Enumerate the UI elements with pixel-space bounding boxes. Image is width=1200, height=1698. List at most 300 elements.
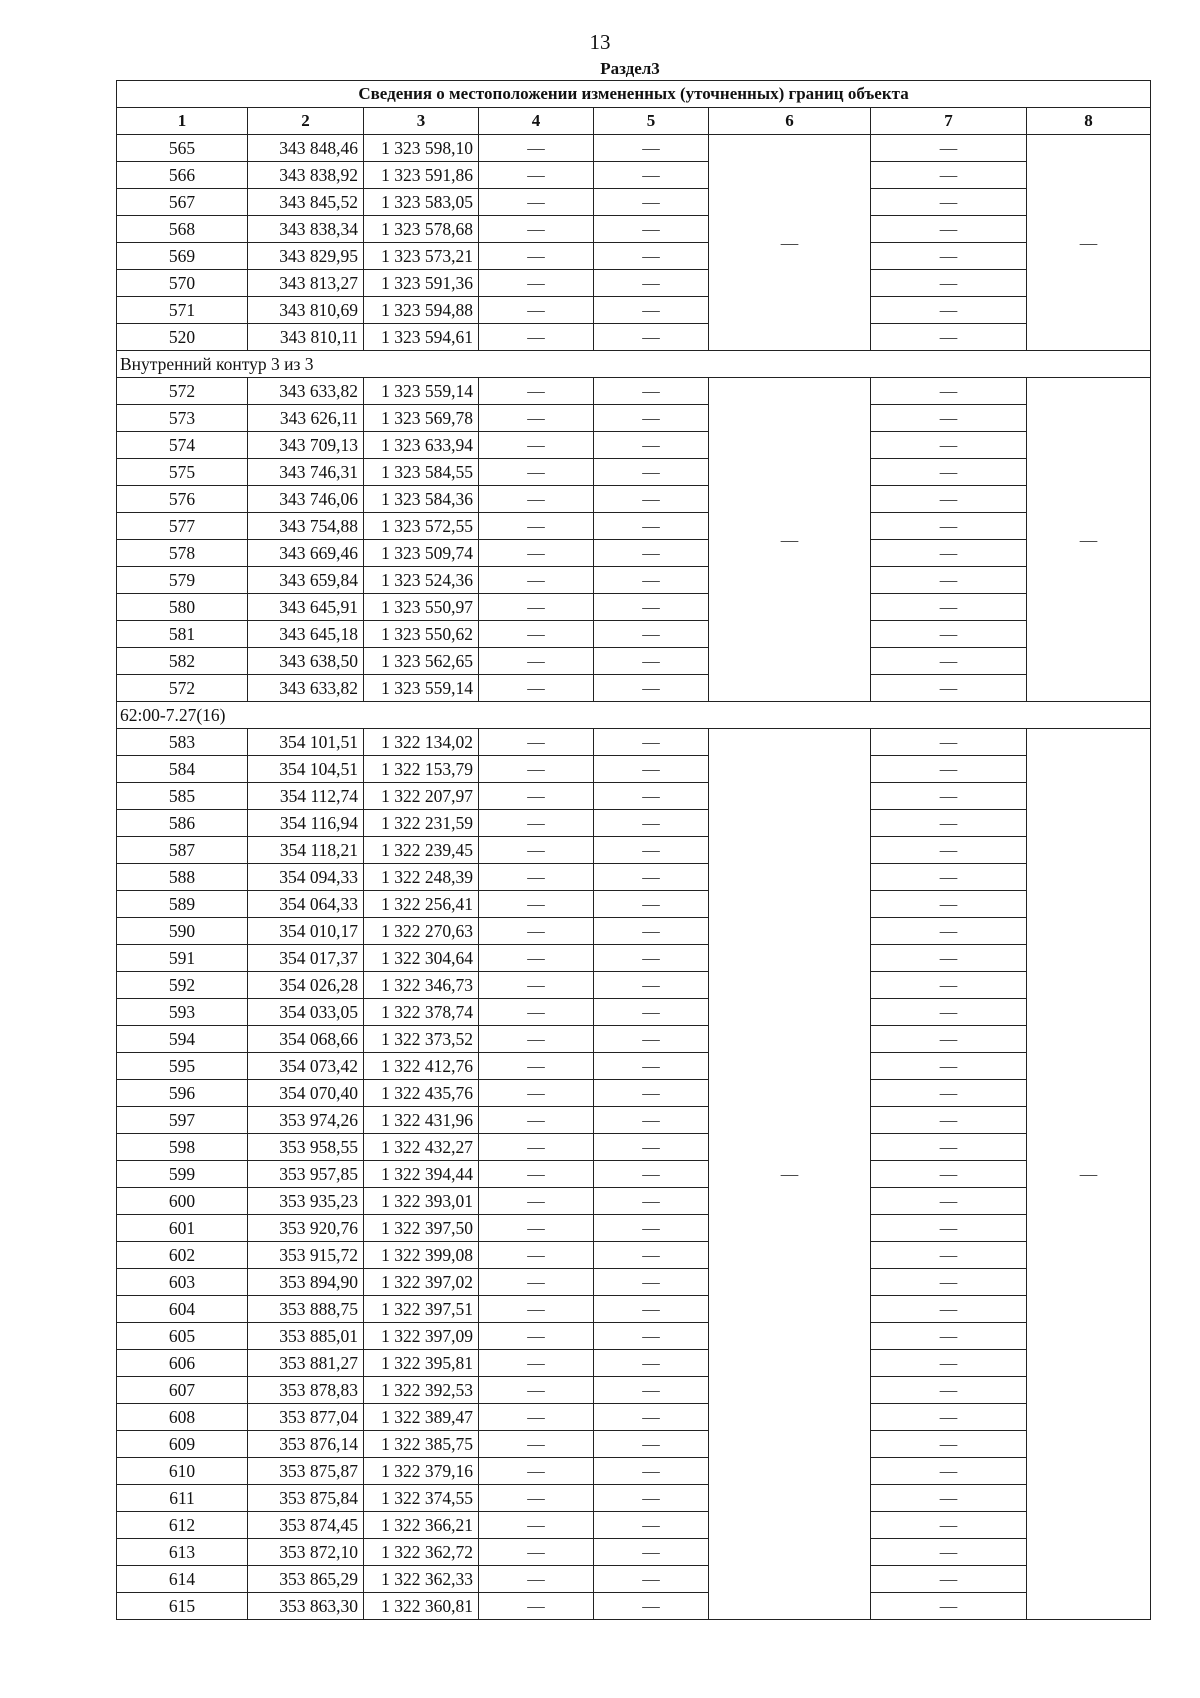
table-caption: Сведения о местоположении измененных (уточненных) границ объекта	[117, 81, 1151, 108]
table-row	[117, 1350, 1151, 1377]
y-coordinate-cell: 1 323 594,88	[364, 297, 479, 324]
point-number-cell: 596	[117, 1080, 248, 1107]
col7-dash-cell: —	[871, 1269, 1027, 1296]
col5-dash-cell: —	[594, 756, 709, 783]
col4-dash-cell: —	[479, 1215, 594, 1242]
x-coordinate-cell: 354 118,21	[248, 837, 364, 864]
column-header: 4	[479, 108, 594, 135]
point-number-cell: 605	[117, 1323, 248, 1350]
col5-dash-cell: —	[594, 189, 709, 216]
col5-dash-cell: —	[594, 621, 709, 648]
table-row	[117, 1242, 1151, 1269]
table-row	[117, 1512, 1151, 1539]
point-number-cell: 566	[117, 162, 248, 189]
col5-dash-cell: —	[594, 378, 709, 405]
x-coordinate-cell: 353 876,14	[248, 1431, 364, 1458]
point-number-cell: 583	[117, 729, 248, 756]
col7-dash-cell: —	[871, 1215, 1027, 1242]
col8-merged-dash-cell: —	[1027, 378, 1151, 702]
point-number-cell: 602	[117, 1242, 248, 1269]
col4-dash-cell: —	[479, 1323, 594, 1350]
col4-dash-cell: —	[479, 783, 594, 810]
y-coordinate-cell: 1 323 550,62	[364, 621, 479, 648]
x-coordinate-cell: 353 958,55	[248, 1134, 364, 1161]
col5-dash-cell: —	[594, 297, 709, 324]
col5-dash-cell: —	[594, 540, 709, 567]
col4-dash-cell: —	[479, 405, 594, 432]
y-coordinate-cell: 1 322 207,97	[364, 783, 479, 810]
y-coordinate-cell: 1 322 393,01	[364, 1188, 479, 1215]
table-row	[117, 675, 1151, 702]
x-coordinate-cell: 343 633,82	[248, 378, 364, 405]
col7-dash-cell: —	[871, 540, 1027, 567]
col8-merged-dash-cell: —	[1027, 135, 1151, 351]
x-coordinate-cell: 354 112,74	[248, 783, 364, 810]
col4-dash-cell: —	[479, 918, 594, 945]
x-coordinate-cell: 343 838,92	[248, 162, 364, 189]
table-row	[117, 1215, 1151, 1242]
point-number-cell: 601	[117, 1215, 248, 1242]
point-number-cell: 591	[117, 945, 248, 972]
x-coordinate-cell: 354 104,51	[248, 756, 364, 783]
table-row	[117, 567, 1151, 594]
col7-dash-cell: —	[871, 1323, 1027, 1350]
y-coordinate-cell: 1 323 550,97	[364, 594, 479, 621]
col7-dash-cell: —	[871, 1377, 1027, 1404]
col4-dash-cell: —	[479, 513, 594, 540]
table-row	[117, 1404, 1151, 1431]
x-coordinate-cell: 343 746,31	[248, 459, 364, 486]
x-coordinate-cell: 343 709,13	[248, 432, 364, 459]
col7-dash-cell: —	[871, 891, 1027, 918]
col5-dash-cell: —	[594, 1458, 709, 1485]
col7-dash-cell: —	[871, 675, 1027, 702]
x-coordinate-cell: 353 875,84	[248, 1485, 364, 1512]
col5-dash-cell: —	[594, 1404, 709, 1431]
y-coordinate-cell: 1 322 394,44	[364, 1161, 479, 1188]
x-coordinate-cell: 353 894,90	[248, 1269, 364, 1296]
col4-dash-cell: —	[479, 756, 594, 783]
col5-dash-cell: —	[594, 864, 709, 891]
x-coordinate-cell: 353 872,10	[248, 1539, 364, 1566]
table-row	[117, 837, 1151, 864]
point-number-cell: 597	[117, 1107, 248, 1134]
col7-dash-cell: —	[871, 648, 1027, 675]
col5-dash-cell: —	[594, 486, 709, 513]
table-row	[117, 1053, 1151, 1080]
y-coordinate-cell: 1 322 395,81	[364, 1350, 479, 1377]
col5-dash-cell: —	[594, 1593, 709, 1620]
y-coordinate-cell: 1 323 633,94	[364, 432, 479, 459]
col4-dash-cell: —	[479, 1080, 594, 1107]
col7-dash-cell: —	[871, 486, 1027, 513]
table-row	[117, 243, 1151, 270]
y-coordinate-cell: 1 322 270,63	[364, 918, 479, 945]
col7-dash-cell: —	[871, 729, 1027, 756]
col4-dash-cell: —	[479, 810, 594, 837]
col5-dash-cell: —	[594, 1566, 709, 1593]
x-coordinate-cell: 343 838,34	[248, 216, 364, 243]
point-number-cell: 593	[117, 999, 248, 1026]
table-row	[117, 297, 1151, 324]
x-coordinate-cell: 353 935,23	[248, 1188, 364, 1215]
y-coordinate-cell: 1 323 591,36	[364, 270, 479, 297]
table-row	[117, 756, 1151, 783]
x-coordinate-cell: 353 875,87	[248, 1458, 364, 1485]
table-row	[117, 216, 1151, 243]
col5-dash-cell: —	[594, 918, 709, 945]
x-coordinate-cell: 354 101,51	[248, 729, 364, 756]
point-number-cell: 592	[117, 972, 248, 999]
x-coordinate-cell: 353 863,30	[248, 1593, 364, 1620]
col5-dash-cell: —	[594, 648, 709, 675]
col5-dash-cell: —	[594, 513, 709, 540]
col7-dash-cell: —	[871, 1080, 1027, 1107]
col5-dash-cell: —	[594, 1215, 709, 1242]
table-row	[117, 270, 1151, 297]
col7-dash-cell: —	[871, 1512, 1027, 1539]
col5-dash-cell: —	[594, 162, 709, 189]
col4-dash-cell: —	[479, 216, 594, 243]
col5-dash-cell: —	[594, 243, 709, 270]
y-coordinate-cell: 1 322 360,81	[364, 1593, 479, 1620]
col7-dash-cell: —	[871, 1107, 1027, 1134]
col7-dash-cell: —	[871, 1026, 1027, 1053]
y-coordinate-cell: 1 323 559,14	[364, 378, 479, 405]
table-row	[117, 1080, 1151, 1107]
y-coordinate-cell: 1 322 362,33	[364, 1566, 479, 1593]
col5-dash-cell: —	[594, 405, 709, 432]
y-coordinate-cell: 1 322 346,73	[364, 972, 479, 999]
x-coordinate-cell: 343 638,50	[248, 648, 364, 675]
x-coordinate-cell: 354 070,40	[248, 1080, 364, 1107]
col7-dash-cell: —	[871, 216, 1027, 243]
col7-dash-cell: —	[871, 756, 1027, 783]
y-coordinate-cell: 1 323 578,68	[364, 216, 479, 243]
col7-dash-cell: —	[871, 243, 1027, 270]
table-row	[117, 810, 1151, 837]
col7-dash-cell: —	[871, 1485, 1027, 1512]
point-number-cell: 580	[117, 594, 248, 621]
table-row	[117, 1107, 1151, 1134]
col7-dash-cell: —	[871, 810, 1027, 837]
col7-dash-cell: —	[871, 621, 1027, 648]
y-coordinate-cell: 1 323 573,21	[364, 243, 479, 270]
point-number-cell: 573	[117, 405, 248, 432]
col4-dash-cell: —	[479, 1296, 594, 1323]
point-number-cell: 595	[117, 1053, 248, 1080]
table-row	[117, 1458, 1151, 1485]
y-coordinate-cell: 1 322 373,52	[364, 1026, 479, 1053]
col7-dash-cell: —	[871, 459, 1027, 486]
y-coordinate-cell: 1 322 304,64	[364, 945, 479, 972]
x-coordinate-cell: 343 669,46	[248, 540, 364, 567]
col4-dash-cell: —	[479, 1053, 594, 1080]
y-coordinate-cell: 1 323 594,61	[364, 324, 479, 351]
point-number-cell: 575	[117, 459, 248, 486]
y-coordinate-cell: 1 322 379,16	[364, 1458, 479, 1485]
col5-dash-cell: —	[594, 1053, 709, 1080]
y-coordinate-cell: 1 322 397,51	[364, 1296, 479, 1323]
col5-dash-cell: —	[594, 594, 709, 621]
y-coordinate-cell: 1 322 256,41	[364, 891, 479, 918]
col4-dash-cell: —	[479, 729, 594, 756]
col7-dash-cell: —	[871, 999, 1027, 1026]
table-row	[117, 1188, 1151, 1215]
y-coordinate-cell: 1 322 362,72	[364, 1539, 479, 1566]
y-coordinate-cell: 1 322 389,47	[364, 1404, 479, 1431]
point-number-cell: 610	[117, 1458, 248, 1485]
point-number-cell: 572	[117, 378, 248, 405]
table-row	[117, 621, 1151, 648]
x-coordinate-cell: 353 874,45	[248, 1512, 364, 1539]
col5-dash-cell: —	[594, 270, 709, 297]
x-coordinate-cell: 353 888,75	[248, 1296, 364, 1323]
point-number-cell: 577	[117, 513, 248, 540]
col7-dash-cell: —	[871, 1242, 1027, 1269]
col5-dash-cell: —	[594, 1431, 709, 1458]
point-number-cell: 584	[117, 756, 248, 783]
col5-dash-cell: —	[594, 1080, 709, 1107]
contour-heading: 62:00-7.27(16)	[117, 702, 1151, 729]
col7-dash-cell: —	[871, 1566, 1027, 1593]
col7-dash-cell: —	[871, 270, 1027, 297]
col7-dash-cell: —	[871, 1431, 1027, 1458]
col4-dash-cell: —	[479, 1458, 594, 1485]
col5-dash-cell: —	[594, 1134, 709, 1161]
x-coordinate-cell: 354 033,05	[248, 999, 364, 1026]
x-coordinate-cell: 353 885,01	[248, 1323, 364, 1350]
col4-dash-cell: —	[479, 1350, 594, 1377]
x-coordinate-cell: 343 810,69	[248, 297, 364, 324]
table-row	[117, 1431, 1151, 1458]
col7-dash-cell: —	[871, 972, 1027, 999]
table-row	[117, 540, 1151, 567]
col5-dash-cell: —	[594, 459, 709, 486]
x-coordinate-cell: 343 813,27	[248, 270, 364, 297]
y-coordinate-cell: 1 323 559,14	[364, 675, 479, 702]
table-row	[117, 1566, 1151, 1593]
y-coordinate-cell: 1 323 562,65	[364, 648, 479, 675]
point-number-cell: 581	[117, 621, 248, 648]
col5-dash-cell: —	[594, 1539, 709, 1566]
y-coordinate-cell: 1 322 385,75	[364, 1431, 479, 1458]
table-row	[117, 729, 1151, 756]
col4-dash-cell: —	[479, 324, 594, 351]
table-row	[117, 432, 1151, 459]
x-coordinate-cell: 353 877,04	[248, 1404, 364, 1431]
col5-dash-cell: —	[594, 1485, 709, 1512]
table-row	[117, 162, 1151, 189]
x-coordinate-cell: 343 659,84	[248, 567, 364, 594]
col4-dash-cell: —	[479, 675, 594, 702]
col4-dash-cell: —	[479, 459, 594, 486]
col7-dash-cell: —	[871, 783, 1027, 810]
col4-dash-cell: —	[479, 999, 594, 1026]
col7-dash-cell: —	[871, 135, 1027, 162]
y-coordinate-cell: 1 322 231,59	[364, 810, 479, 837]
col7-dash-cell: —	[871, 432, 1027, 459]
point-number-cell: 579	[117, 567, 248, 594]
col7-dash-cell: —	[871, 378, 1027, 405]
col4-dash-cell: —	[479, 972, 594, 999]
col4-dash-cell: —	[479, 621, 594, 648]
x-coordinate-cell: 354 010,17	[248, 918, 364, 945]
point-number-cell: 600	[117, 1188, 248, 1215]
x-coordinate-cell: 354 073,42	[248, 1053, 364, 1080]
y-coordinate-cell: 1 323 509,74	[364, 540, 479, 567]
x-coordinate-cell: 343 746,06	[248, 486, 364, 513]
col5-dash-cell: —	[594, 729, 709, 756]
point-number-cell: 611	[117, 1485, 248, 1512]
col4-dash-cell: —	[479, 1188, 594, 1215]
point-number-cell: 574	[117, 432, 248, 459]
x-coordinate-cell: 354 068,66	[248, 1026, 364, 1053]
table-row	[117, 783, 1151, 810]
point-number-cell: 603	[117, 1269, 248, 1296]
x-coordinate-cell: 343 829,95	[248, 243, 364, 270]
col5-dash-cell: —	[594, 1296, 709, 1323]
col4-dash-cell: —	[479, 1161, 594, 1188]
col5-dash-cell: —	[594, 324, 709, 351]
x-coordinate-cell: 353 881,27	[248, 1350, 364, 1377]
col4-dash-cell: —	[479, 270, 594, 297]
table-row	[117, 1485, 1151, 1512]
col5-dash-cell: —	[594, 1350, 709, 1377]
col5-dash-cell: —	[594, 567, 709, 594]
x-coordinate-cell: 354 116,94	[248, 810, 364, 837]
point-number-cell: 565	[117, 135, 248, 162]
col4-dash-cell: —	[479, 1539, 594, 1566]
column-header-row	[117, 108, 1151, 135]
x-coordinate-cell: 353 878,83	[248, 1377, 364, 1404]
col7-dash-cell: —	[871, 189, 1027, 216]
col7-dash-cell: —	[871, 297, 1027, 324]
point-number-cell: 599	[117, 1161, 248, 1188]
col6-merged-dash-cell: —	[709, 135, 871, 351]
table-row	[117, 999, 1151, 1026]
y-coordinate-cell: 1 322 399,08	[364, 1242, 479, 1269]
col4-dash-cell: —	[479, 1593, 594, 1620]
y-coordinate-cell: 1 322 374,55	[364, 1485, 479, 1512]
y-coordinate-cell: 1 323 572,55	[364, 513, 479, 540]
col7-dash-cell: —	[871, 513, 1027, 540]
col7-dash-cell: —	[871, 405, 1027, 432]
x-coordinate-cell: 343 848,46	[248, 135, 364, 162]
col4-dash-cell: —	[479, 1026, 594, 1053]
point-number-cell: 570	[117, 270, 248, 297]
column-header: 6	[709, 108, 871, 135]
col7-dash-cell: —	[871, 1296, 1027, 1323]
x-coordinate-cell: 354 094,33	[248, 864, 364, 891]
col5-dash-cell: —	[594, 1512, 709, 1539]
table-row	[117, 1134, 1151, 1161]
point-number-cell: 578	[117, 540, 248, 567]
col4-dash-cell: —	[479, 945, 594, 972]
point-number-cell: 604	[117, 1296, 248, 1323]
table-row	[117, 459, 1151, 486]
y-coordinate-cell: 1 322 432,27	[364, 1134, 479, 1161]
col4-dash-cell: —	[479, 1242, 594, 1269]
col4-dash-cell: —	[479, 1512, 594, 1539]
col7-dash-cell: —	[871, 1188, 1027, 1215]
x-coordinate-cell: 354 017,37	[248, 945, 364, 972]
column-header: 5	[594, 108, 709, 135]
col4-dash-cell: —	[479, 837, 594, 864]
y-coordinate-cell: 1 322 431,96	[364, 1107, 479, 1134]
x-coordinate-cell: 343 633,82	[248, 675, 364, 702]
col4-dash-cell: —	[479, 891, 594, 918]
point-number-cell: 612	[117, 1512, 248, 1539]
col4-dash-cell: —	[479, 486, 594, 513]
col4-dash-cell: —	[479, 540, 594, 567]
point-number-cell: 572	[117, 675, 248, 702]
point-number-cell: 609	[117, 1431, 248, 1458]
col5-dash-cell: —	[594, 972, 709, 999]
y-coordinate-cell: 1 323 591,86	[364, 162, 479, 189]
table-row	[117, 405, 1151, 432]
col7-dash-cell: —	[871, 864, 1027, 891]
point-number-cell: 606	[117, 1350, 248, 1377]
y-coordinate-cell: 1 322 435,76	[364, 1080, 479, 1107]
col5-dash-cell: —	[594, 810, 709, 837]
col7-dash-cell: —	[871, 1404, 1027, 1431]
y-coordinate-cell: 1 323 524,36	[364, 567, 479, 594]
col7-dash-cell: —	[871, 1161, 1027, 1188]
col4-dash-cell: —	[479, 1404, 594, 1431]
table-row	[117, 1377, 1151, 1404]
col5-dash-cell: —	[594, 675, 709, 702]
y-coordinate-cell: 1 323 584,55	[364, 459, 479, 486]
col4-dash-cell: —	[479, 1269, 594, 1296]
table-caption-row	[117, 81, 1151, 108]
x-coordinate-cell: 343 754,88	[248, 513, 364, 540]
point-number-cell: 607	[117, 1377, 248, 1404]
table-row	[117, 1161, 1151, 1188]
col5-dash-cell: —	[594, 1242, 709, 1269]
col4-dash-cell: —	[479, 1107, 594, 1134]
y-coordinate-cell: 1 322 397,02	[364, 1269, 479, 1296]
col4-dash-cell: —	[479, 432, 594, 459]
col5-dash-cell: —	[594, 1188, 709, 1215]
y-coordinate-cell: 1 322 366,21	[364, 1512, 479, 1539]
col4-dash-cell: —	[479, 1566, 594, 1593]
col5-dash-cell: —	[594, 1107, 709, 1134]
col7-dash-cell: —	[871, 945, 1027, 972]
col7-dash-cell: —	[871, 162, 1027, 189]
column-header: 8	[1027, 108, 1151, 135]
x-coordinate-cell: 354 064,33	[248, 891, 364, 918]
col4-dash-cell: —	[479, 297, 594, 324]
table-row	[117, 648, 1151, 675]
col5-dash-cell: —	[594, 945, 709, 972]
col7-dash-cell: —	[871, 1593, 1027, 1620]
col5-dash-cell: —	[594, 432, 709, 459]
point-number-cell: 613	[117, 1539, 248, 1566]
y-coordinate-cell: 1 322 378,74	[364, 999, 479, 1026]
point-number-cell: 588	[117, 864, 248, 891]
col5-dash-cell: —	[594, 216, 709, 243]
table-row	[117, 486, 1151, 513]
x-coordinate-cell: 343 645,18	[248, 621, 364, 648]
col5-dash-cell: —	[594, 1161, 709, 1188]
col4-dash-cell: —	[479, 648, 594, 675]
point-number-cell: 582	[117, 648, 248, 675]
col5-dash-cell: —	[594, 837, 709, 864]
col4-dash-cell: —	[479, 135, 594, 162]
y-coordinate-cell: 1 323 583,05	[364, 189, 479, 216]
col4-dash-cell: —	[479, 1431, 594, 1458]
